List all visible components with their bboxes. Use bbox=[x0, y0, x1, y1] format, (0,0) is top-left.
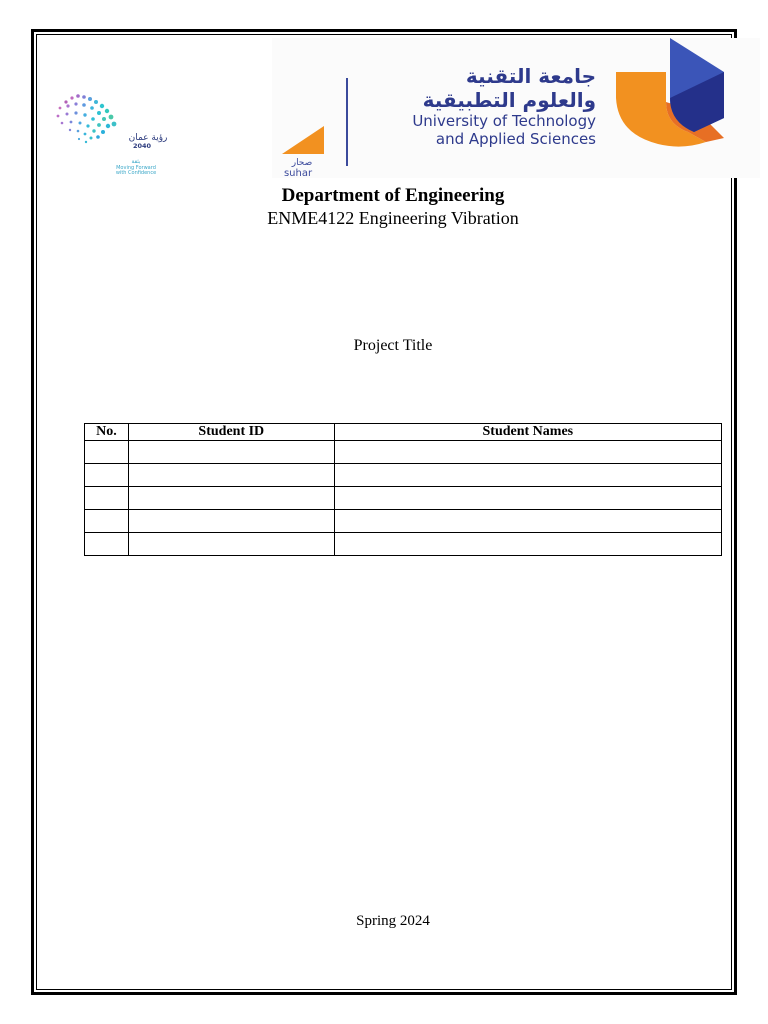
university-english-line1: University of Technology bbox=[412, 112, 596, 130]
suhar-branch-logo bbox=[276, 124, 332, 178]
cell-student-id[interactable] bbox=[128, 487, 334, 510]
project-title: Project Title bbox=[353, 337, 433, 354]
vision-arabic-text: رؤية عمان bbox=[128, 133, 168, 143]
table-row bbox=[85, 487, 722, 510]
university-english-line2: and Applied Sciences bbox=[435, 130, 596, 148]
university-arabic-line2: والعلوم التطبيقية bbox=[422, 88, 596, 112]
table-row bbox=[85, 441, 722, 464]
suhar-arabic-text: صحار bbox=[291, 158, 313, 168]
table-row bbox=[85, 533, 722, 556]
vision-slogan-line2: with Confidence bbox=[115, 170, 157, 176]
university-arabic-line1: جامعة التقنية bbox=[465, 64, 596, 88]
vision-year-text: 2040 bbox=[132, 142, 152, 150]
cell-student-name[interactable] bbox=[334, 510, 721, 533]
cell-student-name[interactable] bbox=[334, 533, 721, 556]
cell-student-name[interactable] bbox=[334, 441, 721, 464]
table-row bbox=[85, 510, 722, 533]
vision-slogan-line1: Moving Forward bbox=[116, 165, 156, 171]
cell-student-id[interactable] bbox=[128, 510, 334, 533]
table-header-row bbox=[85, 424, 722, 441]
course-title: ENME4122 Engineering Vibration bbox=[267, 208, 519, 228]
cell-no[interactable] bbox=[85, 464, 129, 487]
vision-arabic-slogan: بثقة bbox=[131, 159, 141, 165]
cell-no[interactable] bbox=[85, 510, 129, 533]
cell-student-id[interactable] bbox=[128, 533, 334, 556]
term-label: Spring 2024 bbox=[356, 913, 430, 929]
column-header-student-id: Student ID bbox=[128, 424, 334, 441]
department-heading: Department of Engineering bbox=[281, 185, 505, 206]
utas-logo bbox=[612, 38, 728, 150]
suhar-english-text: suhar bbox=[283, 168, 313, 178]
university-name-english bbox=[356, 112, 596, 148]
logo-divider bbox=[346, 78, 348, 166]
cell-student-id[interactable] bbox=[128, 464, 334, 487]
student-table bbox=[84, 423, 722, 556]
column-header-no: No. bbox=[85, 424, 129, 441]
cell-no[interactable] bbox=[85, 533, 129, 556]
cell-student-name[interactable] bbox=[334, 464, 721, 487]
oman-vision-2040-logo bbox=[48, 88, 178, 180]
university-name-arabic bbox=[356, 64, 596, 112]
cell-student-name[interactable] bbox=[334, 487, 721, 510]
column-header-student-names: Student Names bbox=[334, 424, 721, 441]
cell-no[interactable] bbox=[85, 441, 129, 464]
cell-student-id[interactable] bbox=[128, 441, 334, 464]
cell-no[interactable] bbox=[85, 487, 129, 510]
table-row bbox=[85, 464, 722, 487]
